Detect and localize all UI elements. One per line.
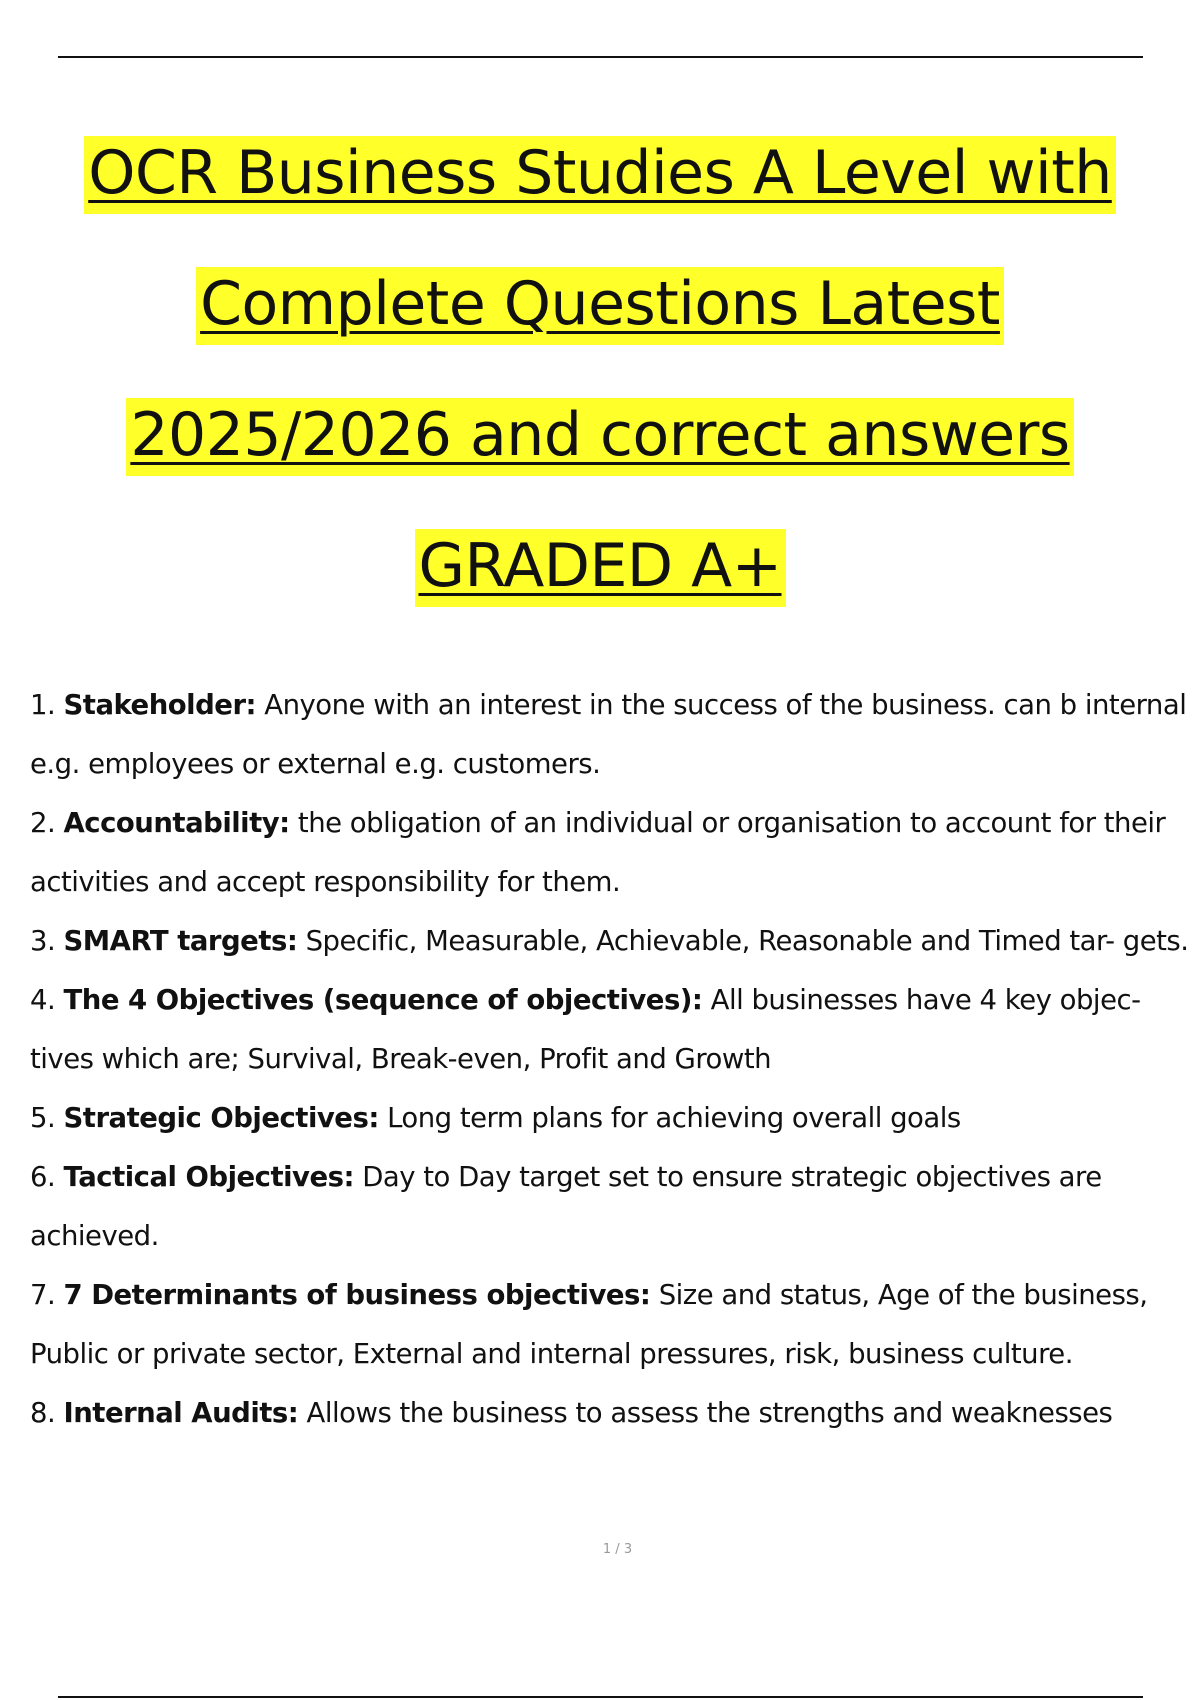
title-line: [0, 239, 1200, 370]
title-line-text: OCR Business Studies A Level with: [84, 136, 1116, 214]
item-definition: Long term plans for achieving overall goals: [387, 1102, 961, 1134]
item-term: Strategic Objectives:: [63, 1102, 379, 1134]
item-term: Stakeholder:: [63, 689, 257, 721]
page-indicator: 1 / 3: [602, 1542, 633, 1557]
item-term: Accountability:: [63, 807, 290, 839]
item-definition: Anyone with an interest in the success of the business. can b internal e.g. employees or external e.g. customers.: [30, 689, 1187, 780]
item-definition: the obligation of an individual or organisation to account for their activities and accept responsibility for them.: [30, 807, 1166, 898]
item-number: 2.: [30, 807, 56, 839]
title-line: [0, 370, 1200, 501]
item-number: 6.: [30, 1161, 56, 1193]
item-definition: All businesses have 4 key objec- tives which are; Survival, Break-even, Profit and Growth: [30, 984, 1141, 1075]
top-rule: [58, 56, 1143, 58]
definition-item: [30, 1384, 1190, 1443]
definition-item: [30, 676, 1190, 794]
definition-item: [30, 1266, 1190, 1384]
item-term: Tactical Objectives:: [63, 1161, 354, 1193]
item-term: The 4 Objectives (sequence of objectives):: [63, 984, 703, 1016]
item-definition: Day to Day target set to ensure strategic objectives are achieved.: [30, 1161, 1102, 1252]
title-line-text: Complete Questions Latest: [196, 267, 1004, 345]
definition-item: [30, 971, 1190, 1089]
item-number: 5.: [30, 1102, 56, 1134]
definitions-list: [30, 676, 1190, 1443]
item-term: SMART targets:: [63, 925, 298, 957]
item-number: 7.: [30, 1279, 56, 1311]
title-line: [0, 108, 1200, 239]
item-definition: Allows the business to assess the strengths and weaknesses: [306, 1397, 1113, 1429]
title-line: [0, 501, 1200, 632]
item-number: 8.: [30, 1397, 56, 1429]
item-number: 1.: [30, 689, 56, 721]
item-definition: Size and status, Age of the business, Public or private sector, External and internal pressures, risk, business culture.: [30, 1279, 1148, 1370]
item-term: Internal Audits:: [63, 1397, 299, 1429]
definition-item: [30, 912, 1190, 971]
definition-item: [30, 1089, 1190, 1148]
title-line-text: GRADED A+: [415, 529, 786, 607]
definition-item: [30, 794, 1190, 912]
item-term: 7 Determinants of business objectives:: [63, 1279, 651, 1311]
definition-item: [30, 1148, 1190, 1266]
item-number: 3.: [30, 925, 56, 957]
item-definition: Specific, Measurable, Achievable, Reasonable and Timed tar- gets.: [305, 925, 1189, 957]
item-number: 4.: [30, 984, 56, 1016]
document-title: [0, 108, 1200, 632]
title-line-text: 2025/2026 and correct answers: [126, 398, 1073, 476]
bottom-rule: [58, 1696, 1143, 1698]
